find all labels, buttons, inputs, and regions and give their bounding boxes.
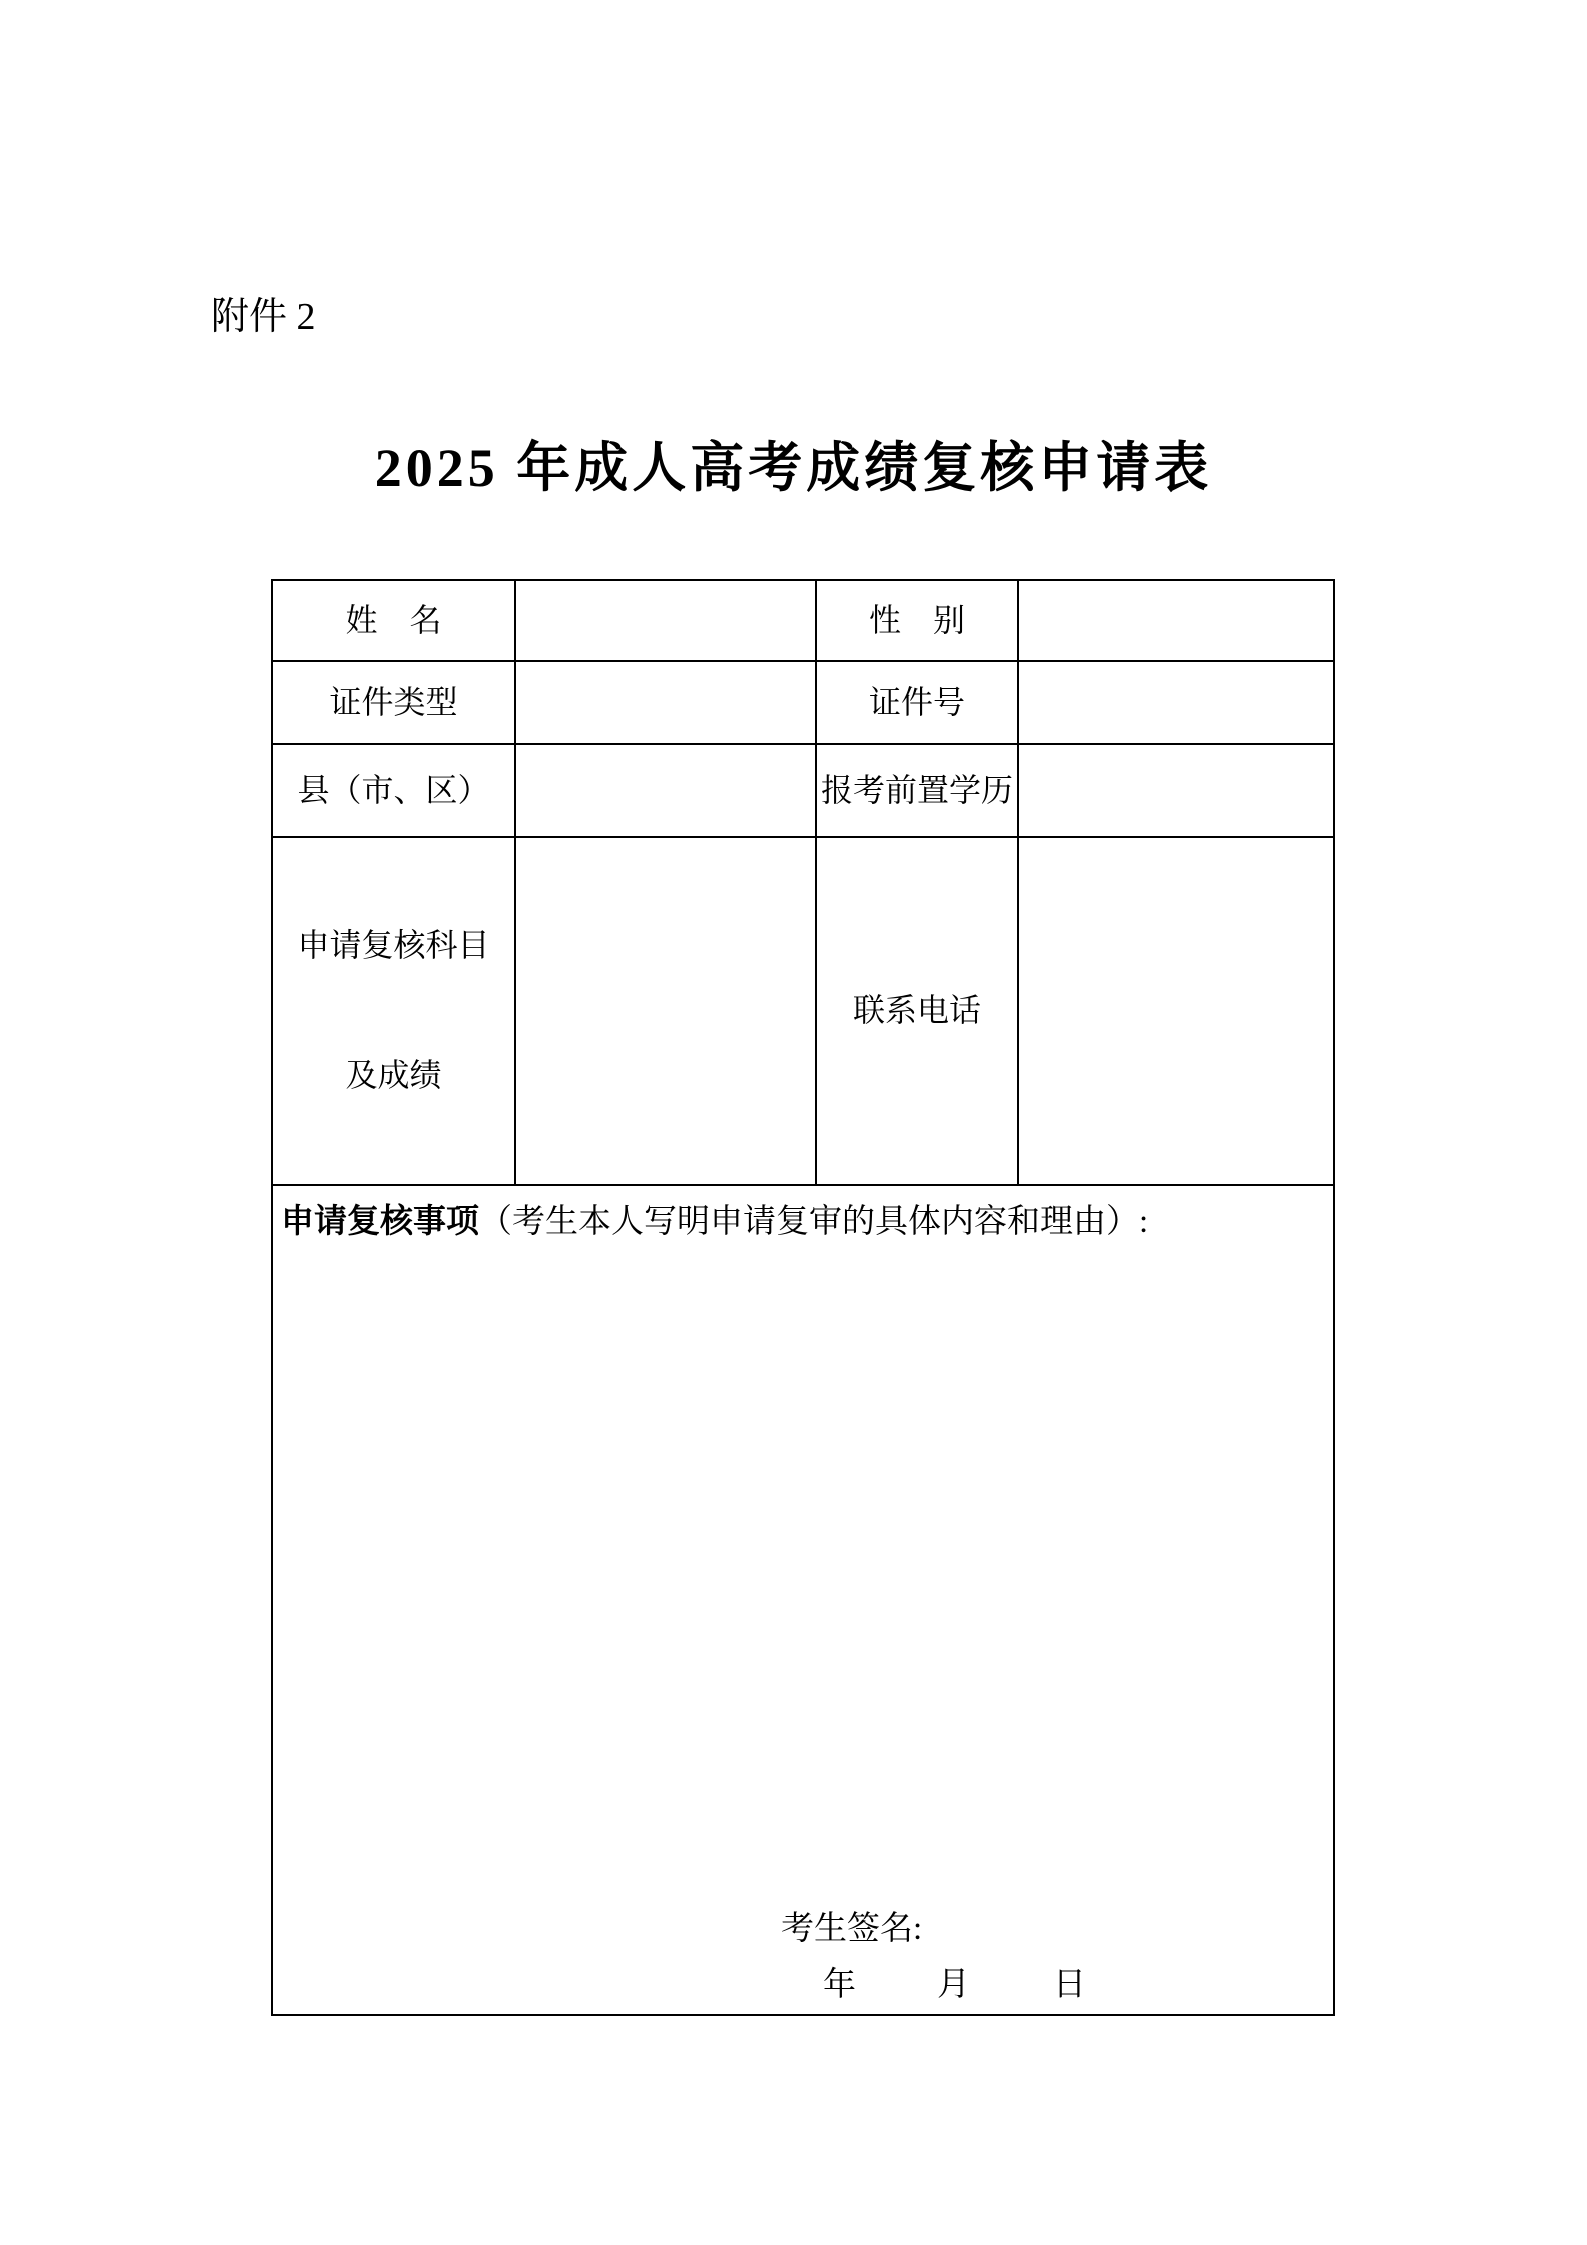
- review-subjects-label-line1: 申请复核科目: [297, 927, 490, 964]
- phone-value-cell[interactable]: [1018, 837, 1334, 1185]
- id-type-value-cell[interactable]: [515, 661, 816, 744]
- table-row: [272, 1185, 1334, 2015]
- form-title: 2025 年成人高考成绩复核申请表: [374, 438, 1213, 498]
- gender-label: 性 别: [816, 580, 1018, 661]
- date-day-label: 日: [1053, 1966, 1086, 2003]
- county-label: 县（市、区）: [272, 744, 515, 837]
- review-subjects-label: [272, 837, 515, 1185]
- name-value-cell[interactable]: [515, 580, 816, 661]
- prior-education-label: 报考前置学历: [816, 744, 1018, 837]
- table-row: [272, 580, 1334, 661]
- date-year-label: 年: [823, 1966, 856, 2003]
- date-month-label: 月: [937, 1966, 970, 2003]
- id-type-label: 证件类型: [272, 661, 515, 744]
- review-heading-rest: （考生本人写明申请复审的具体内容和理由）:: [479, 1203, 1149, 1240]
- table-row: [272, 661, 1334, 744]
- review-statement-cell[interactable]: [272, 1185, 1334, 2015]
- county-value-cell[interactable]: [515, 744, 816, 837]
- review-heading: [281, 1202, 1323, 1243]
- gender-value-cell[interactable]: [1018, 580, 1334, 661]
- attachment-label: 附件 2: [211, 296, 316, 338]
- table-row: [272, 744, 1334, 837]
- name-label: 姓 名: [272, 580, 515, 661]
- phone-label: 联系电话: [816, 837, 1018, 1185]
- id-number-label: 证件号: [816, 661, 1018, 744]
- review-subjects-value-cell[interactable]: [515, 837, 816, 1185]
- id-number-value-cell[interactable]: [1018, 661, 1334, 744]
- review-heading-bold: 申请复核事项: [281, 1203, 479, 1240]
- application-form-table: [271, 579, 1335, 2016]
- table-row: [272, 837, 1334, 1185]
- review-subjects-label-line2: 及成绩: [345, 1056, 442, 1093]
- prior-education-value-cell[interactable]: [1018, 744, 1334, 837]
- signature-label: 考生签名:: [781, 1910, 923, 1947]
